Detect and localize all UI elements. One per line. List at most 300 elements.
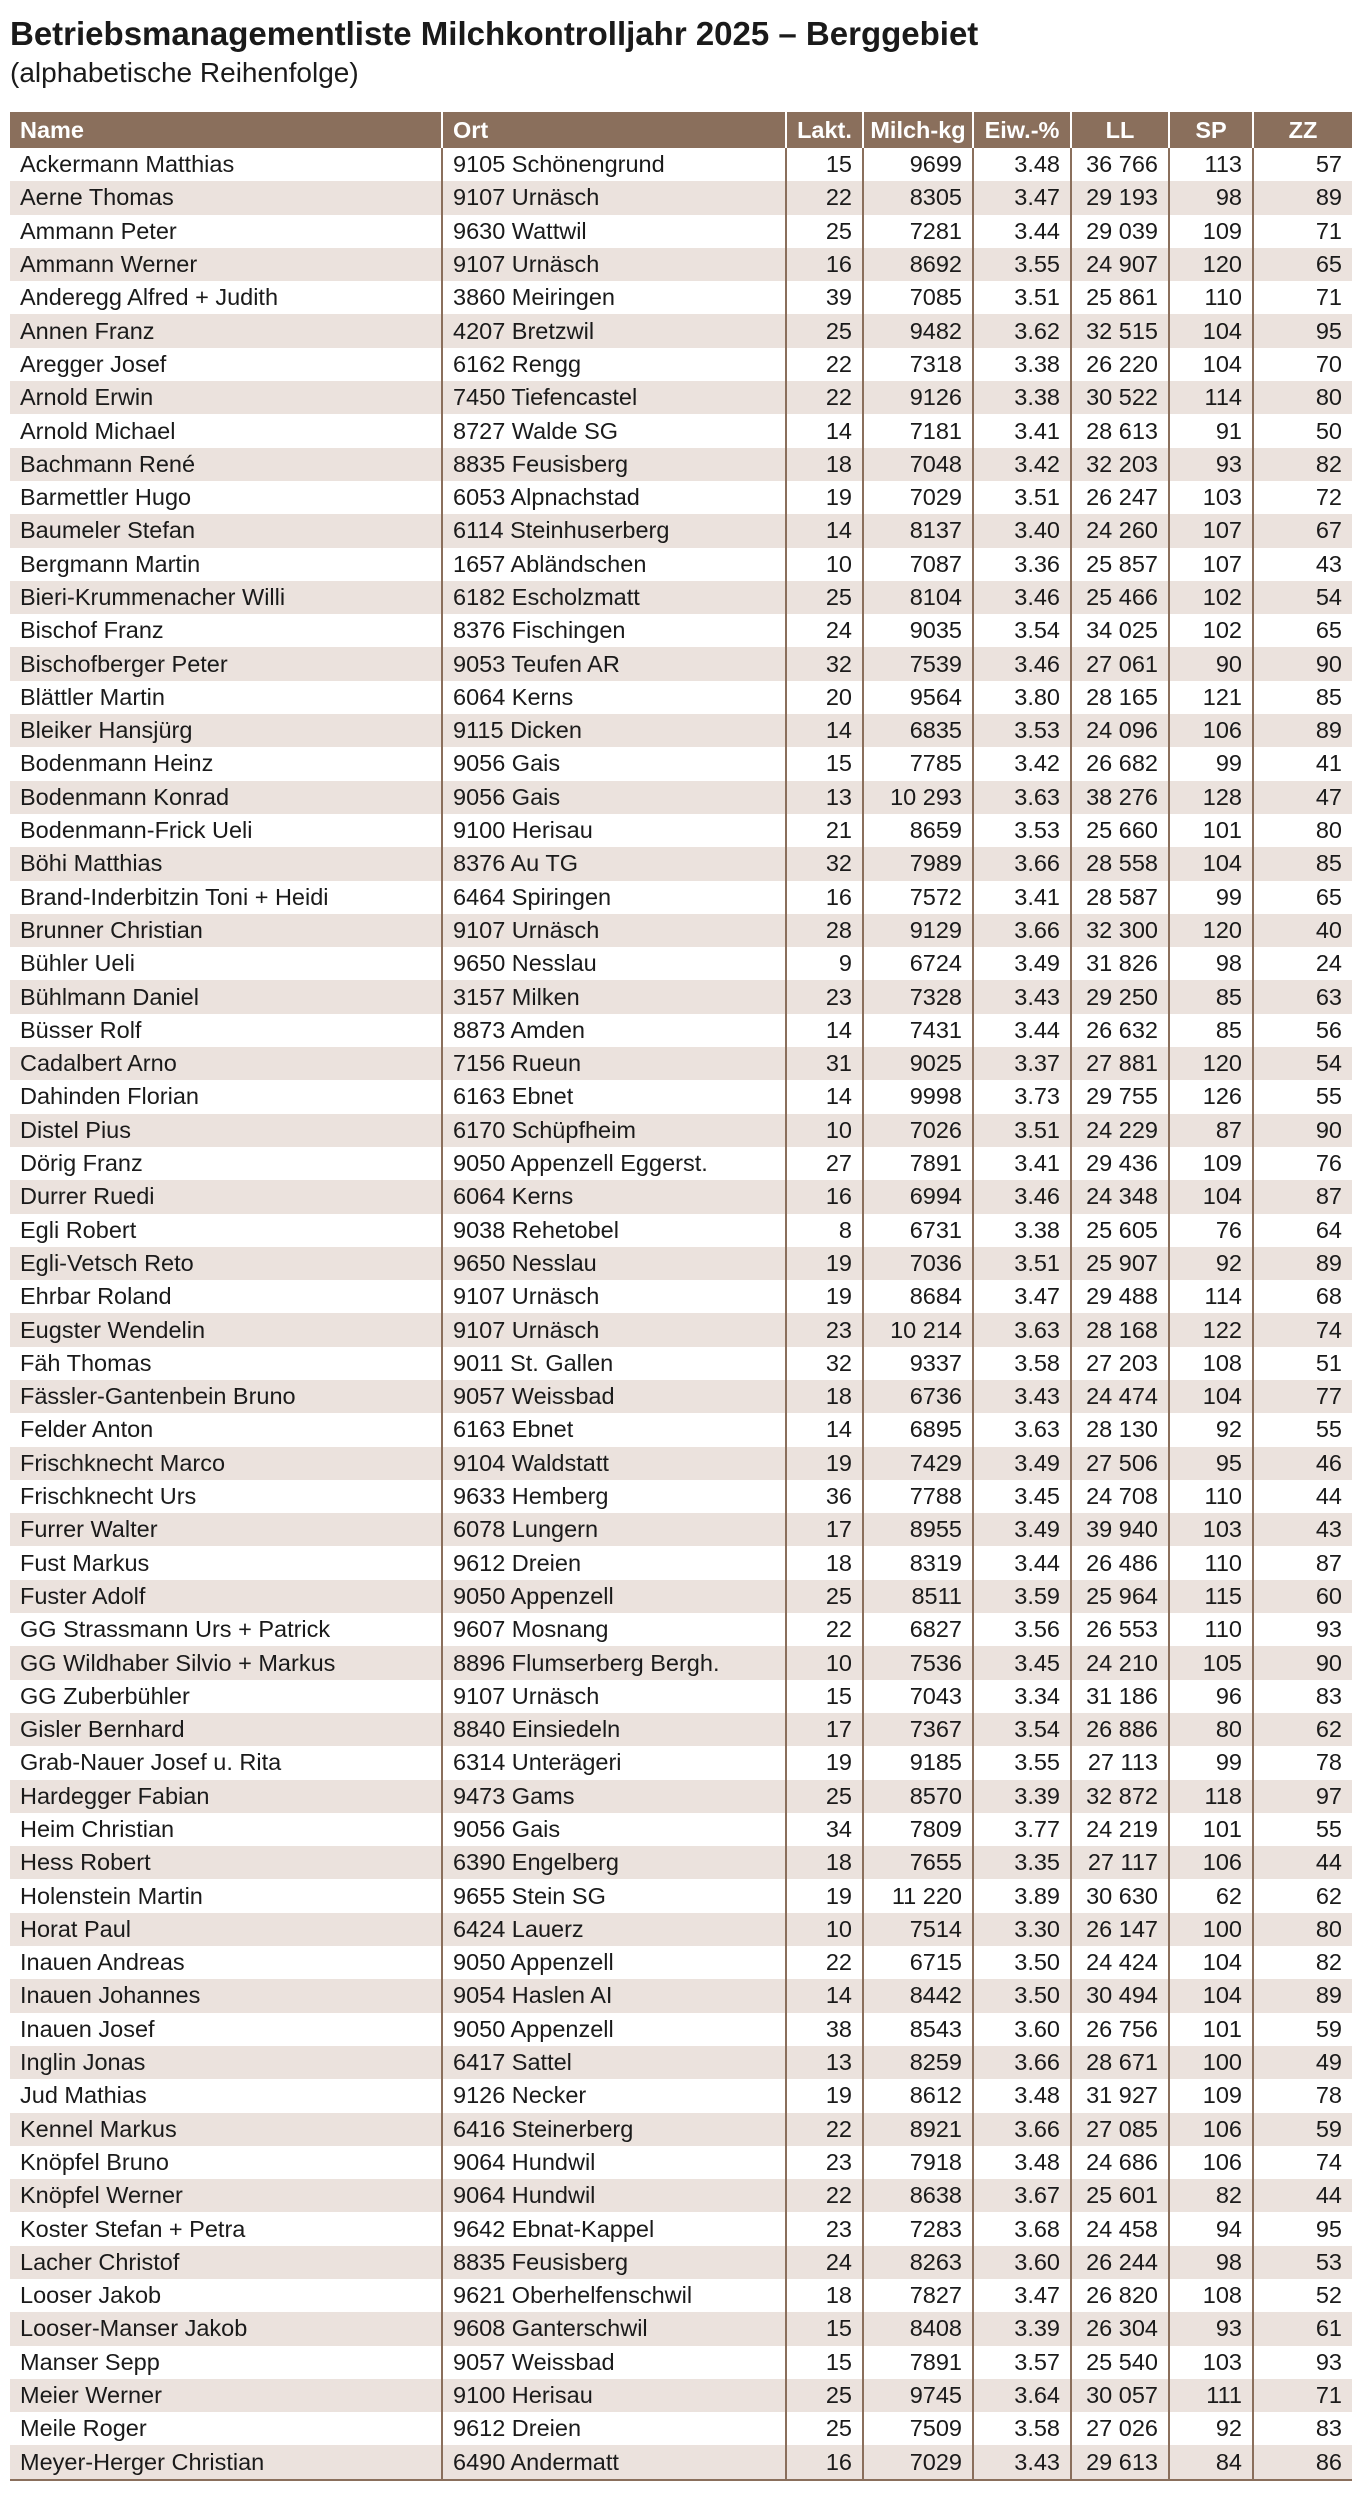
cell-lakt: 18 xyxy=(786,2279,863,2312)
cell-sp: 128 xyxy=(1169,781,1253,814)
cell-sp: 62 xyxy=(1169,1879,1253,1912)
cell-lakt: 19 xyxy=(786,2079,863,2112)
table-row xyxy=(10,281,1352,314)
cell-eiw: 3.49 xyxy=(973,947,1071,980)
cell-milch-kg: 8692 xyxy=(863,248,973,281)
cell-name: Bühlmann Daniel xyxy=(10,980,442,1013)
cell-name: Meile Roger xyxy=(10,2412,442,2445)
cell-eiw: 3.47 xyxy=(973,1280,1071,1313)
cell-zz: 65 xyxy=(1253,881,1352,914)
cell-lakt: 16 xyxy=(786,1180,863,1213)
cell-sp: 102 xyxy=(1169,614,1253,647)
cell-lakt: 14 xyxy=(786,714,863,747)
cell-name: Büsser Rolf xyxy=(10,1014,442,1047)
cell-eiw: 3.39 xyxy=(973,2312,1071,2345)
table-row xyxy=(10,881,1352,914)
cell-lakt: 32 xyxy=(786,647,863,680)
cell-name: Ammann Peter xyxy=(10,215,442,248)
column-header-sp: SP xyxy=(1169,112,1253,148)
table-row xyxy=(10,980,1352,1013)
cell-sp: 93 xyxy=(1169,448,1253,481)
cell-name: Brunner Christian xyxy=(10,914,442,947)
cell-lakt: 28 xyxy=(786,914,863,947)
table-row xyxy=(10,1147,1352,1180)
cell-ort: 9064 Hundwil xyxy=(442,2146,786,2179)
cell-eiw: 3.48 xyxy=(973,148,1071,181)
cell-ll: 24 686 xyxy=(1071,2146,1169,2179)
cell-name: Fäh Thomas xyxy=(10,1347,442,1380)
cell-lakt: 19 xyxy=(786,1280,863,1313)
cell-lakt: 34 xyxy=(786,1813,863,1846)
cell-milch-kg: 8305 xyxy=(863,181,973,214)
cell-milch-kg: 7181 xyxy=(863,414,973,447)
cell-sp: 99 xyxy=(1169,881,1253,914)
cell-name: Jud Mathias xyxy=(10,2079,442,2112)
cell-sp: 104 xyxy=(1169,348,1253,381)
cell-lakt: 10 xyxy=(786,1913,863,1946)
cell-sp: 103 xyxy=(1169,481,1253,514)
cell-eiw: 3.58 xyxy=(973,2412,1071,2445)
cell-sp: 92 xyxy=(1169,1413,1253,1446)
table-row xyxy=(10,1180,1352,1213)
cell-milch-kg: 6835 xyxy=(863,714,973,747)
cell-eiw: 3.67 xyxy=(973,2179,1071,2212)
cell-zz: 44 xyxy=(1253,1480,1352,1513)
table-row xyxy=(10,1380,1352,1413)
cell-sp: 120 xyxy=(1169,1047,1253,1080)
cell-lakt: 22 xyxy=(786,1946,863,1979)
cell-sp: 85 xyxy=(1169,980,1253,1013)
cell-ort: 9104 Waldstatt xyxy=(442,1447,786,1480)
cell-eiw: 3.53 xyxy=(973,814,1071,847)
cell-name: Barmettler Hugo xyxy=(10,481,442,514)
cell-milch-kg: 8543 xyxy=(863,2013,973,2046)
cell-zz: 89 xyxy=(1253,181,1352,214)
cell-milch-kg: 8408 xyxy=(863,2312,973,2345)
cell-zz: 95 xyxy=(1253,314,1352,347)
cell-ort: 9100 Herisau xyxy=(442,814,786,847)
cell-zz: 97 xyxy=(1253,1780,1352,1813)
cell-sp: 114 xyxy=(1169,381,1253,414)
cell-ort: 8727 Walde SG xyxy=(442,414,786,447)
cell-milch-kg: 8319 xyxy=(863,1546,973,1579)
cell-milch-kg: 8684 xyxy=(863,1280,973,1313)
table-row xyxy=(10,514,1352,547)
cell-zz: 46 xyxy=(1253,1447,1352,1480)
cell-milch-kg: 9745 xyxy=(863,2379,973,2412)
cell-ort: 9607 Mosnang xyxy=(442,1613,786,1646)
cell-eiw: 3.47 xyxy=(973,2279,1071,2312)
cell-name: Baumeler Stefan xyxy=(10,514,442,547)
column-header-milch-kg: Milch-kg xyxy=(863,112,973,148)
cell-name: Looser-Manser Jakob xyxy=(10,2312,442,2345)
table-row xyxy=(10,1546,1352,1579)
table-row xyxy=(10,481,1352,514)
cell-sp: 87 xyxy=(1169,1114,1253,1147)
cell-zz: 63 xyxy=(1253,980,1352,1013)
cell-eiw: 3.63 xyxy=(973,1313,1071,1346)
cell-eiw: 3.46 xyxy=(973,581,1071,614)
cell-ort: 9050 Appenzell xyxy=(442,1580,786,1613)
cell-lakt: 14 xyxy=(786,1014,863,1047)
cell-ll: 25 605 xyxy=(1071,1214,1169,1247)
table-row xyxy=(10,248,1352,281)
cell-zz: 56 xyxy=(1253,1014,1352,1047)
cell-ort: 9126 Necker xyxy=(442,2079,786,2112)
cell-lakt: 19 xyxy=(786,1247,863,1280)
cell-zz: 51 xyxy=(1253,1347,1352,1380)
cell-name: GG Wildhaber Silvio + Markus xyxy=(10,1646,442,1679)
table-row xyxy=(10,548,1352,581)
cell-name: Meier Werner xyxy=(10,2379,442,2412)
cell-milch-kg: 7809 xyxy=(863,1813,973,1846)
cell-name: Meyer-Herger Christian xyxy=(10,2445,442,2479)
column-header-zz: ZZ xyxy=(1253,112,1352,148)
cell-ll: 36 766 xyxy=(1071,148,1169,181)
column-header-eiw: Eiw.-% xyxy=(973,112,1071,148)
cell-sp: 114 xyxy=(1169,1280,1253,1313)
cell-name: GG Zuberbühler xyxy=(10,1680,442,1713)
cell-ll: 28 130 xyxy=(1071,1413,1169,1446)
cell-name: Egli-Vetsch Reto xyxy=(10,1247,442,1280)
cell-eiw: 3.55 xyxy=(973,1746,1071,1779)
cell-sp: 115 xyxy=(1169,1580,1253,1613)
cell-lakt: 15 xyxy=(786,2346,863,2379)
cell-ort: 3157 Milken xyxy=(442,980,786,1013)
table-row xyxy=(10,2246,1352,2279)
cell-zz: 60 xyxy=(1253,1580,1352,1613)
cell-sp: 84 xyxy=(1169,2445,1253,2479)
cell-milch-kg: 7891 xyxy=(863,2346,973,2379)
table-row xyxy=(10,1114,1352,1147)
table-row xyxy=(10,1247,1352,1280)
table-body xyxy=(10,148,1352,2480)
cell-milch-kg: 9699 xyxy=(863,148,973,181)
cell-ort: 7450 Tiefencastel xyxy=(442,381,786,414)
cell-ll: 24 096 xyxy=(1071,714,1169,747)
cell-milch-kg: 7788 xyxy=(863,1480,973,1513)
cell-sp: 120 xyxy=(1169,248,1253,281)
cell-milch-kg: 6715 xyxy=(863,1946,973,1979)
table-row xyxy=(10,1613,1352,1646)
cell-lakt: 14 xyxy=(786,414,863,447)
table-row xyxy=(10,314,1352,347)
cell-ll: 27 506 xyxy=(1071,1447,1169,1480)
table-row xyxy=(10,1014,1352,1047)
cell-ort: 9612 Dreien xyxy=(442,1546,786,1579)
cell-zz: 55 xyxy=(1253,1080,1352,1113)
cell-ort: 9633 Hemberg xyxy=(442,1480,786,1513)
cell-sp: 92 xyxy=(1169,2412,1253,2445)
cell-milch-kg: 7043 xyxy=(863,1680,973,1713)
cell-ll: 27 026 xyxy=(1071,2412,1169,2445)
cell-ll: 26 486 xyxy=(1071,1546,1169,1579)
cell-eiw: 3.59 xyxy=(973,1580,1071,1613)
cell-ort: 9011 St. Gallen xyxy=(442,1347,786,1380)
cell-zz: 65 xyxy=(1253,614,1352,647)
table-row xyxy=(10,2179,1352,2212)
cell-sp: 103 xyxy=(1169,2346,1253,2379)
cell-ll: 24 458 xyxy=(1071,2212,1169,2245)
cell-sp: 108 xyxy=(1169,1347,1253,1380)
cell-milch-kg: 6895 xyxy=(863,1413,973,1446)
cell-ll: 25 861 xyxy=(1071,281,1169,314)
cell-lakt: 10 xyxy=(786,1114,863,1147)
cell-sp: 96 xyxy=(1169,1680,1253,1713)
cell-ll: 27 203 xyxy=(1071,1347,1169,1380)
cell-sp: 111 xyxy=(1169,2379,1253,2412)
cell-name: Annen Franz xyxy=(10,314,442,347)
cell-zz: 44 xyxy=(1253,1846,1352,1879)
cell-ort: 9608 Ganterschwil xyxy=(442,2312,786,2345)
cell-name: Frischknecht Urs xyxy=(10,1480,442,1513)
cell-ll: 29 488 xyxy=(1071,1280,1169,1313)
cell-lakt: 25 xyxy=(786,1780,863,1813)
cell-lakt: 9 xyxy=(786,947,863,980)
cell-name: Frischknecht Marco xyxy=(10,1447,442,1480)
cell-eiw: 3.66 xyxy=(973,914,1071,947)
cell-name: Knöpfel Werner xyxy=(10,2179,442,2212)
cell-zz: 57 xyxy=(1253,148,1352,181)
cell-lakt: 15 xyxy=(786,2312,863,2345)
table-row xyxy=(10,2146,1352,2179)
cell-sp: 76 xyxy=(1169,1214,1253,1247)
cell-name: Arnold Michael xyxy=(10,414,442,447)
cell-milch-kg: 9564 xyxy=(863,681,973,714)
cell-lakt: 25 xyxy=(786,2379,863,2412)
cell-eiw: 3.43 xyxy=(973,1380,1071,1413)
cell-ort: 7156 Rueun xyxy=(442,1047,786,1080)
cell-sp: 101 xyxy=(1169,2013,1253,2046)
cell-milch-kg: 6736 xyxy=(863,1380,973,1413)
cell-lakt: 36 xyxy=(786,1480,863,1513)
cell-ort: 9650 Nesslau xyxy=(442,1247,786,1280)
cell-milch-kg: 8612 xyxy=(863,2079,973,2112)
cell-ort: 6064 Kerns xyxy=(442,1180,786,1213)
table-row xyxy=(10,2079,1352,2112)
cell-zz: 43 xyxy=(1253,548,1352,581)
cell-lakt: 20 xyxy=(786,681,863,714)
cell-name: Blättler Martin xyxy=(10,681,442,714)
table-row xyxy=(10,1080,1352,1113)
cell-eiw: 3.51 xyxy=(973,281,1071,314)
cell-zz: 41 xyxy=(1253,747,1352,780)
cell-eiw: 3.43 xyxy=(973,2445,1071,2479)
cell-milch-kg: 7283 xyxy=(863,2212,973,2245)
cell-ort: 6078 Lungern xyxy=(442,1513,786,1546)
cell-milch-kg: 7431 xyxy=(863,1014,973,1047)
cell-sp: 82 xyxy=(1169,2179,1253,2212)
cell-milch-kg: 8137 xyxy=(863,514,973,547)
cell-ort: 8376 Fischingen xyxy=(442,614,786,647)
cell-zz: 71 xyxy=(1253,215,1352,248)
cell-milch-kg: 9337 xyxy=(863,1347,973,1380)
cell-milch-kg: 8259 xyxy=(863,2046,973,2079)
cell-ll: 26 304 xyxy=(1071,2312,1169,2345)
cell-eiw: 3.38 xyxy=(973,1214,1071,1247)
cell-milch-kg: 7655 xyxy=(863,1846,973,1879)
cell-milch-kg: 7785 xyxy=(863,747,973,780)
cell-zz: 61 xyxy=(1253,2312,1352,2345)
cell-ll: 30 522 xyxy=(1071,381,1169,414)
cell-ll: 32 515 xyxy=(1071,314,1169,347)
cell-zz: 64 xyxy=(1253,1214,1352,1247)
cell-sp: 90 xyxy=(1169,647,1253,680)
cell-lakt: 23 xyxy=(786,1313,863,1346)
cell-ll: 24 424 xyxy=(1071,1946,1169,1979)
cell-lakt: 25 xyxy=(786,581,863,614)
cell-ll: 26 244 xyxy=(1071,2246,1169,2279)
cell-milch-kg: 9025 xyxy=(863,1047,973,1080)
cell-ll: 34 025 xyxy=(1071,614,1169,647)
cell-eiw: 3.46 xyxy=(973,647,1071,680)
cell-eiw: 3.60 xyxy=(973,2246,1071,2279)
cell-lakt: 25 xyxy=(786,2412,863,2445)
cell-ll: 24 907 xyxy=(1071,248,1169,281)
cell-milch-kg: 6731 xyxy=(863,1214,973,1247)
cell-milch-kg: 7536 xyxy=(863,1646,973,1679)
cell-milch-kg: 7827 xyxy=(863,2279,973,2312)
cell-ll: 25 466 xyxy=(1071,581,1169,614)
cell-name: Felder Anton xyxy=(10,1413,442,1446)
cell-zz: 89 xyxy=(1253,714,1352,747)
cell-name: Kennel Markus xyxy=(10,2113,442,2146)
cell-ort: 9038 Rehetobel xyxy=(442,1214,786,1247)
cell-milch-kg: 7509 xyxy=(863,2412,973,2445)
column-header-lakt: Lakt. xyxy=(786,112,863,148)
cell-ort: 9621 Oberhelfenschwil xyxy=(442,2279,786,2312)
cell-milch-kg: 10 214 xyxy=(863,1313,973,1346)
cell-zz: 77 xyxy=(1253,1380,1352,1413)
cell-ort: 9650 Nesslau xyxy=(442,947,786,980)
cell-eiw: 3.38 xyxy=(973,348,1071,381)
cell-name: Dahinden Florian xyxy=(10,1080,442,1113)
cell-zz: 90 xyxy=(1253,1646,1352,1679)
table-row xyxy=(10,947,1352,980)
cell-ll: 25 857 xyxy=(1071,548,1169,581)
cell-ort: 9107 Urnäsch xyxy=(442,1680,786,1713)
cell-milch-kg: 10 293 xyxy=(863,781,973,814)
cell-lakt: 23 xyxy=(786,2212,863,2245)
table-row xyxy=(10,348,1352,381)
cell-sp: 105 xyxy=(1169,1646,1253,1679)
cell-eiw: 3.36 xyxy=(973,548,1071,581)
table-row xyxy=(10,1347,1352,1380)
cell-ort: 6464 Spiringen xyxy=(442,881,786,914)
cell-milch-kg: 9185 xyxy=(863,1746,973,1779)
cell-ll: 28 613 xyxy=(1071,414,1169,447)
cell-lakt: 22 xyxy=(786,181,863,214)
cell-eiw: 3.68 xyxy=(973,2212,1071,2245)
table-row xyxy=(10,581,1352,614)
cell-name: Gisler Bernhard xyxy=(10,1713,442,1746)
cell-milch-kg: 8442 xyxy=(863,1979,973,2012)
cell-name: Manser Sepp xyxy=(10,2346,442,2379)
cell-ort: 6114 Steinhuserberg xyxy=(442,514,786,547)
cell-ll: 28 165 xyxy=(1071,681,1169,714)
cell-name: Durrer Ruedi xyxy=(10,1180,442,1213)
cell-ort: 9053 Teufen AR xyxy=(442,647,786,680)
cell-ll: 32 300 xyxy=(1071,914,1169,947)
cell-ll: 38 276 xyxy=(1071,781,1169,814)
cell-name: Aerne Thomas xyxy=(10,181,442,214)
cell-ll: 24 474 xyxy=(1071,1380,1169,1413)
cell-ll: 24 348 xyxy=(1071,1180,1169,1213)
cell-eiw: 3.49 xyxy=(973,1513,1071,1546)
cell-lakt: 15 xyxy=(786,747,863,780)
cell-lakt: 15 xyxy=(786,1680,863,1713)
cell-milch-kg: 7572 xyxy=(863,881,973,914)
cell-eiw: 3.50 xyxy=(973,1979,1071,2012)
cell-milch-kg: 7989 xyxy=(863,847,973,880)
cell-zz: 62 xyxy=(1253,1713,1352,1746)
cell-milch-kg: 9126 xyxy=(863,381,973,414)
cell-ll: 25 907 xyxy=(1071,1247,1169,1280)
cell-milch-kg: 7026 xyxy=(863,1114,973,1147)
cell-lakt: 14 xyxy=(786,1979,863,2012)
cell-milch-kg: 9482 xyxy=(863,314,973,347)
cell-sp: 104 xyxy=(1169,847,1253,880)
cell-ort: 9105 Schönengrund xyxy=(442,148,786,181)
cell-lakt: 18 xyxy=(786,448,863,481)
cell-eiw: 3.63 xyxy=(973,781,1071,814)
cell-sp: 121 xyxy=(1169,681,1253,714)
cell-ll: 25 601 xyxy=(1071,2179,1169,2212)
cell-ort: 6163 Ebnet xyxy=(442,1080,786,1113)
cell-name: Inglin Jonas xyxy=(10,2046,442,2079)
cell-lakt: 39 xyxy=(786,281,863,314)
cell-eiw: 3.66 xyxy=(973,847,1071,880)
cell-lakt: 25 xyxy=(786,314,863,347)
cell-name: Knöpfel Bruno xyxy=(10,2146,442,2179)
cell-eiw: 3.64 xyxy=(973,2379,1071,2412)
cell-ort: 8840 Einsiedeln xyxy=(442,1713,786,1746)
cell-name: Fust Markus xyxy=(10,1546,442,1579)
cell-sp: 80 xyxy=(1169,1713,1253,1746)
cell-ort: 6417 Sattel xyxy=(442,2046,786,2079)
cell-ll: 24 219 xyxy=(1071,1813,1169,1846)
cell-ll: 26 820 xyxy=(1071,2279,1169,2312)
table-row xyxy=(10,2212,1352,2245)
cell-eiw: 3.37 xyxy=(973,1047,1071,1080)
cell-lakt: 14 xyxy=(786,514,863,547)
cell-ll: 30 494 xyxy=(1071,1979,1169,2012)
cell-ort: 9115 Dicken xyxy=(442,714,786,747)
cell-ort: 6064 Kerns xyxy=(442,681,786,714)
table-row xyxy=(10,2312,1352,2345)
cell-ort: 9107 Urnäsch xyxy=(442,1280,786,1313)
cell-ll: 24 260 xyxy=(1071,514,1169,547)
cell-zz: 68 xyxy=(1253,1280,1352,1313)
cell-name: Dörig Franz xyxy=(10,1147,442,1180)
cell-sp: 120 xyxy=(1169,914,1253,947)
cell-ll: 26 886 xyxy=(1071,1713,1169,1746)
cell-sp: 102 xyxy=(1169,581,1253,614)
cell-eiw: 3.51 xyxy=(973,1114,1071,1147)
cell-milch-kg: 11 220 xyxy=(863,1879,973,1912)
cell-sp: 101 xyxy=(1169,814,1253,847)
table-row xyxy=(10,1879,1352,1912)
cell-lakt: 24 xyxy=(786,2246,863,2279)
cell-eiw: 3.89 xyxy=(973,1879,1071,1912)
cell-zz: 89 xyxy=(1253,1247,1352,1280)
cell-lakt: 32 xyxy=(786,1347,863,1380)
cell-milch-kg: 6994 xyxy=(863,1180,973,1213)
cell-ll: 29 613 xyxy=(1071,2445,1169,2479)
cell-lakt: 27 xyxy=(786,1147,863,1180)
cell-ort: 9057 Weissbad xyxy=(442,1380,786,1413)
cell-zz: 55 xyxy=(1253,1813,1352,1846)
